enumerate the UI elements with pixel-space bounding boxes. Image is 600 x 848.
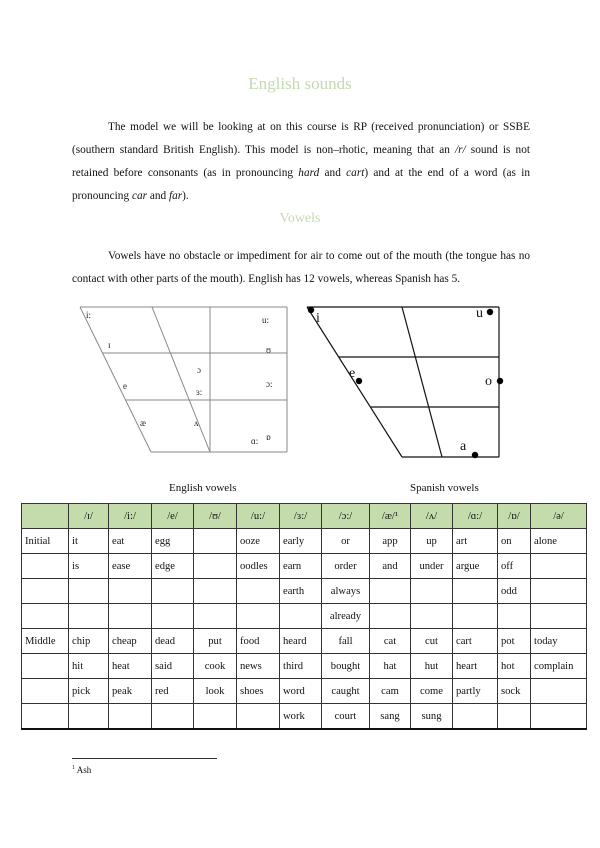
table-cell: peak [109,679,152,704]
header-cell: /e/ [152,504,194,529]
header-cell: /ɪ/ [69,504,109,529]
table-cell: come [411,679,453,704]
table-row [22,529,587,554]
table-cell [498,704,531,730]
english-vowel-chart [76,305,291,455]
example-car: car [131,190,147,202]
table-cell: is [69,554,109,579]
table-cell: cut [411,629,453,654]
table-cell: always [322,579,370,604]
table-cell: put [194,629,237,654]
table-cell [370,579,411,604]
header-cell: /ə/ [531,504,587,529]
header-cell: /ɒ/ [498,504,531,529]
table-row [22,604,587,629]
table-cell: work [280,704,322,730]
footnote [72,765,91,775]
symbol-u-long: u: [262,315,270,325]
table-cell: pot [498,629,531,654]
table-cell [453,579,498,604]
table-cell: order [322,554,370,579]
table-cell [22,704,69,730]
table-cell [22,579,69,604]
table-cell [531,704,587,730]
table-cell [194,529,237,554]
table-cell: argue [453,554,498,579]
intro-paragraph: The model we will be looking at on this course is RP (received pronunciation) or SSBE (southern standard British English). This model is non–rhotic, meaning that an /r/ sound is not retained before consonants (as in pronouncing hard and cart) and at the end of a word (as in pronouncing car and far). [72,121,531,202]
example-far: far [168,190,183,202]
table-cell: sock [498,679,531,704]
table-cell: partly [453,679,498,704]
table-row [22,679,587,704]
table-cell [22,679,69,704]
table-cell: app [370,529,411,554]
table-cell: news [237,654,280,679]
table-cell: word [280,679,322,704]
table-cell: court [322,704,370,730]
header-cell: /ʌ/ [411,504,453,529]
table-cell [109,704,152,730]
table-cell: and [370,554,411,579]
table-cell [237,579,280,604]
table-row [22,629,587,654]
table-cell [194,579,237,604]
table-cell [237,704,280,730]
table-cell: cam [370,679,411,704]
table-cell [69,704,109,730]
page-title: English sounds [248,74,352,93]
table-cell: up [411,529,453,554]
table-cell [453,604,498,629]
vowels-heading: Vowels [279,211,321,226]
table-cell: on [498,529,531,554]
symbol-ae: æ [140,418,147,428]
table-cell [152,579,194,604]
table-cell: dead [152,629,194,654]
table-cell: edge [152,554,194,579]
table-cell: cart [453,629,498,654]
dot-u [487,309,493,315]
table-cell: eat [109,529,152,554]
table-cell: caught [322,679,370,704]
r-sound: /r/ [455,144,466,156]
footnote-text: Ash [76,765,92,775]
table-cell: Middle [22,629,69,654]
table-cell: alone [531,529,587,554]
header-cell [22,504,69,529]
symbol-o-short: ɒ [266,432,271,442]
symbol-i-long: i: [86,310,92,320]
symbol-open-o-long: ɔ: [266,379,273,389]
table-row [22,654,587,679]
table-cell [194,554,237,579]
table-cell: heard [280,629,322,654]
table-cell: under [411,554,453,579]
table-cell: pick [69,679,109,704]
table-cell: odd [498,579,531,604]
table-cell [22,604,69,629]
table-cell [531,579,587,604]
table-cell: hat [370,654,411,679]
table-cell: food [237,629,280,654]
table-cell: Initial [22,529,69,554]
symbol-open-o: ɔ [197,365,201,375]
header-cell: /ʊ/ [194,504,237,529]
symbol-a-long: ɑ: [251,436,259,446]
example-hard: hard [298,167,320,179]
vowel-examples-table [21,503,587,730]
table-cell: chip [69,629,109,654]
table-cell: red [152,679,194,704]
table-cell [22,554,69,579]
table-cell [152,604,194,629]
footnote-mark: 1 [72,765,75,771]
table-cell [370,604,411,629]
table-cell: hot [498,654,531,679]
table-cell [531,604,587,629]
example-cart: cart [346,167,365,179]
table-cell [531,554,587,579]
spanish-vowel-chart [302,303,506,461]
table-cell [453,704,498,730]
header-cell: /ɜ:/ [280,504,322,529]
table-cell: said [152,654,194,679]
dot-a [472,452,478,458]
table-cell: bought [322,654,370,679]
table-cell: heart [453,654,498,679]
symbol-e: e [349,366,356,381]
table-row [22,704,587,730]
table-cell: earn [280,554,322,579]
header-cell: /ɔ:/ [322,504,370,529]
vowels-paragraph: Vowels have no obstacle or impediment for air to come out of the mouth (the tongue has no contact with other parts of the mouth). English has 12 vowels, whereas Spanish has 5. [72,250,530,285]
header-cell: /u:/ [237,504,280,529]
symbol-u-short: ʊ [266,345,271,355]
table-cell [109,579,152,604]
symbol-u: u [476,306,483,321]
footnote-divider [72,758,217,759]
header-cell: /æ/¹ [370,504,411,529]
dot-i [308,307,314,313]
dot-o [497,378,503,384]
table-cell [237,604,280,629]
table-cell [194,704,237,730]
symbol-lambda: ʌ [194,418,199,428]
table-cell: early [280,529,322,554]
table-cell [411,579,453,604]
table-cell: hut [411,654,453,679]
table-cell [69,604,109,629]
table-cell: sung [411,704,453,730]
table-cell: cat [370,629,411,654]
table-cell [411,604,453,629]
table-cell [531,679,587,704]
table-cell: earth [280,579,322,604]
table-cell: hit [69,654,109,679]
header-cell: /i:/ [109,504,152,529]
table-cell: look [194,679,237,704]
table-header-row [22,504,587,529]
table-cell: heat [109,654,152,679]
table-cell: ooze [237,529,280,554]
table-cell: egg [152,529,194,554]
table-cell: oodles [237,554,280,579]
symbol-schwa-long: ɜ: [196,387,203,397]
table-cell: shoes [237,679,280,704]
table-cell: or [322,529,370,554]
table-cell [280,604,322,629]
table-cell [498,604,531,629]
symbol-a: a [460,439,467,454]
table-cell [69,579,109,604]
symbol-o: o [485,374,492,389]
spanish-vowels-caption: Spanish vowels [410,482,479,494]
table-cell: third [280,654,322,679]
table-cell [194,604,237,629]
table-cell: already [322,604,370,629]
symbol-e: e [123,381,127,391]
table-row [22,554,587,579]
table-cell: today [531,629,587,654]
symbol-i-short: ɪ [108,340,111,350]
table-cell: fall [322,629,370,654]
table-cell: cheap [109,629,152,654]
symbol-i: i [316,311,320,326]
header-cell: /ɑ:/ [453,504,498,529]
table-cell: cook [194,654,237,679]
table-cell: ease [109,554,152,579]
table-cell: art [453,529,498,554]
table-cell: it [69,529,109,554]
dot-e [356,378,362,384]
table-cell [109,604,152,629]
table-cell [22,654,69,679]
table-cell: sang [370,704,411,730]
table-cell: complain [531,654,587,679]
table-cell: off [498,554,531,579]
english-vowels-caption: English vowels [169,482,237,494]
table-cell [152,704,194,730]
table-row [22,579,587,604]
